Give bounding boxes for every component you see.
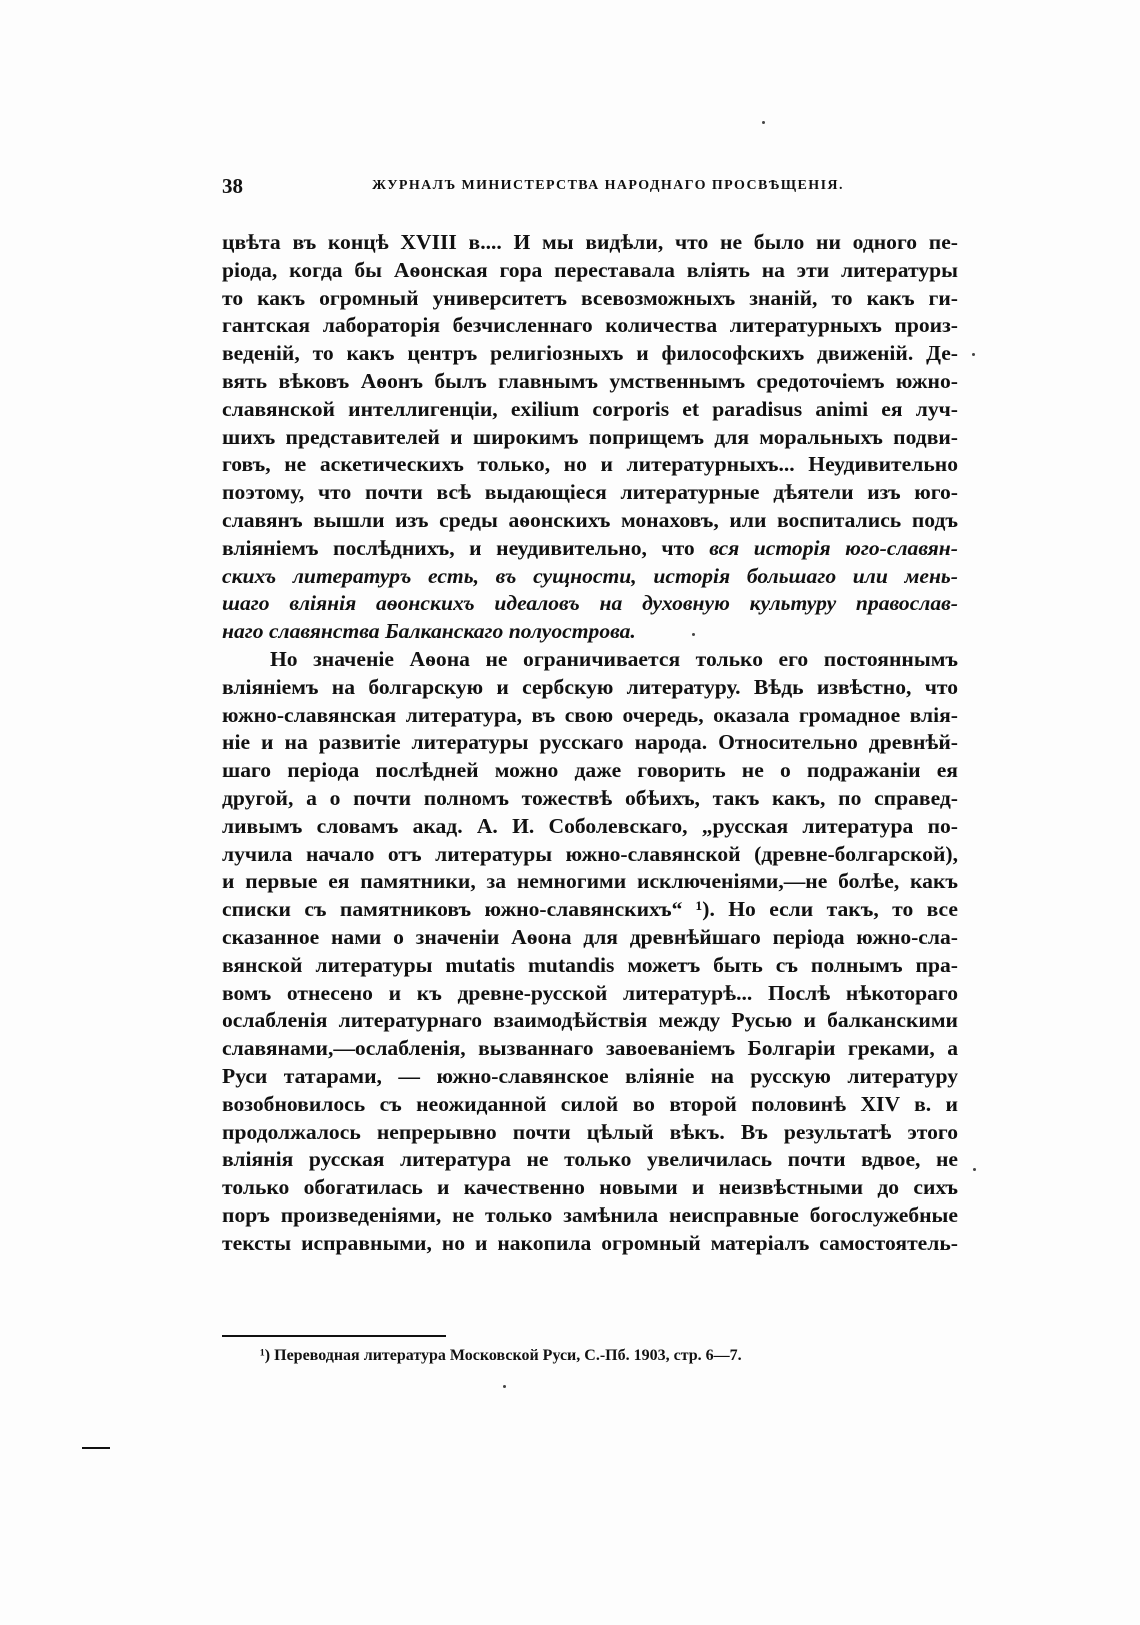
text-line: шихъ представителей и широкимъ поприщемъ для моральныхъ подви-	[222, 424, 958, 449]
text-line: поръ произведеніями, не только замѣнила неисправные богослужебные	[222, 1202, 958, 1227]
page-number: 38	[222, 174, 243, 198]
text-line: вять вѣковъ Аѳонъ былъ главнымъ умственнымъ средоточіемъ южно-	[222, 368, 958, 393]
text-line: то какъ огромный университетъ всевозможныхъ знаній, то какъ ги-	[222, 285, 958, 310]
scan-speck	[973, 1168, 976, 1171]
text-line: тексты исправными, но и накопила огромный матеріалъ самостоятель-	[222, 1230, 958, 1255]
margin-mark	[82, 1447, 110, 1449]
page-header	[222, 174, 958, 208]
text-line-italic: скихъ литературъ есть, въ сущности, исторія большаго или мень-	[222, 563, 958, 588]
text-line: цвѣта въ концѣ XVIII в.... И мы видѣли, что не было ни одного пе-	[222, 230, 958, 254]
text-line: славянъ вышли изъ среды аѳонскихъ монаховъ, или воспитались подъ	[222, 507, 958, 532]
text-line: поэтому, что почти всѣ выдающіеся литературные дѣятели изъ юго-	[222, 480, 958, 505]
text-line: веденій, то какъ центръ религіозныхъ и философскихъ движеній. Де-	[222, 341, 958, 366]
text-span: вліяніемъ послѣднихъ, и неудивительно, что	[222, 535, 710, 560]
scan-speck	[762, 121, 765, 124]
text-line: Руси татарами, — южно-славянское вліяніе на русскую литературу	[222, 1063, 958, 1088]
running-title: ЖУРНАЛЪ МИНИСТЕРСТВА НАРОДНАГО ПРОСВѢЩЕНІЯ.	[372, 178, 844, 193]
scan-speck	[972, 353, 975, 356]
text-line: списки съ памятниковъ южно-славянскихъ“ ¹). Но если такъ, то все	[222, 897, 958, 922]
text-line: вліяніемъ на болгарскую и сербскую литературу. Вѣдь извѣстно, что	[222, 674, 958, 699]
text-line: Но значеніе Аѳона не ограничивается только его постояннымъ	[270, 646, 958, 671]
text-line: южно-славянская литература, въ свою очередь, оказала громадное влія-	[222, 702, 958, 727]
text-line: говъ, не аскетическихъ только, но и литературныхъ... Неудивительно	[222, 452, 958, 477]
text-line: вомъ отнесено и къ древне-русской литературѣ... Послѣ нѣкотораго	[222, 980, 958, 1005]
text-line: вліянія русская литература не только увеличилась почти вдвое, не	[222, 1147, 958, 1172]
text-line: вянской литературы mutatis mutandis можетъ быть съ полнымъ пра-	[222, 952, 958, 977]
text-line: шаго періода послѣдней можно даже говорить не о подражаніи ея	[222, 758, 958, 783]
text-line: ріода, когда бы Аѳонская гора переставала вліять на эти литературы	[222, 257, 958, 282]
text-line: ніе и на развитіе литературы русскаго народа. Относительно древнѣй-	[222, 730, 958, 755]
scan-speck	[503, 1385, 506, 1388]
text-line: другой, а о почти полномъ тожествѣ обѣихъ, такъ какъ, по справед-	[222, 785, 958, 810]
text-line: гантская лабораторія безчисленнаго количества литературныхъ произ-	[222, 313, 958, 338]
text-line-mixed	[222, 535, 958, 563]
italic-span: вся исторія юго-славян-	[709, 535, 958, 560]
main-text	[222, 229, 958, 1257]
text-line: и первые ея памятники, за немногими исключеніями,—не болѣе, какъ	[222, 869, 958, 894]
text-line: ослабленія литературнаго взаимодѣйствія между Русью и балканскими	[222, 1008, 958, 1033]
text-line: славянской интеллигенціи, exilium corporis et paradisus animi ея луч-	[222, 396, 958, 421]
text-line: славянами,—ослабленія, вызваннаго завоеваніемъ Болгаріи греками, а	[222, 1036, 958, 1061]
text-line: возобновилось съ неожиданной силой во второй половинѣ XIV в. и	[222, 1091, 958, 1116]
text-line: только обогатилась и качественно новыми и неизвѣстными до сихъ	[222, 1175, 958, 1200]
text-line-italic: шаго вліянія аѳонскихъ идеаловъ на духовную культуру православ-	[222, 591, 958, 616]
text-line: лучила начало отъ литературы южно-славянской (древне-болгарской),	[222, 841, 958, 866]
text-line: сказанное нами о значеніи Аѳона для древнѣйшаго періода южно-сла-	[222, 924, 958, 949]
text-line-italic: наго славянства Балканскаго полуострова.	[222, 619, 636, 644]
footnote: ¹) Переводная литература Московской Руси, С.-Пб. 1903, стр. 6—7.	[260, 1347, 742, 1364]
text-line: продолжалось непрерывно почти цѣлый вѣкъ. Въ результатѣ этого	[222, 1119, 958, 1144]
scan-speck	[692, 633, 695, 636]
text-line: ливымъ словамъ акад. А. И. Соболевскаго, „русская литература по-	[222, 813, 958, 838]
footnote-rule	[222, 1335, 446, 1337]
